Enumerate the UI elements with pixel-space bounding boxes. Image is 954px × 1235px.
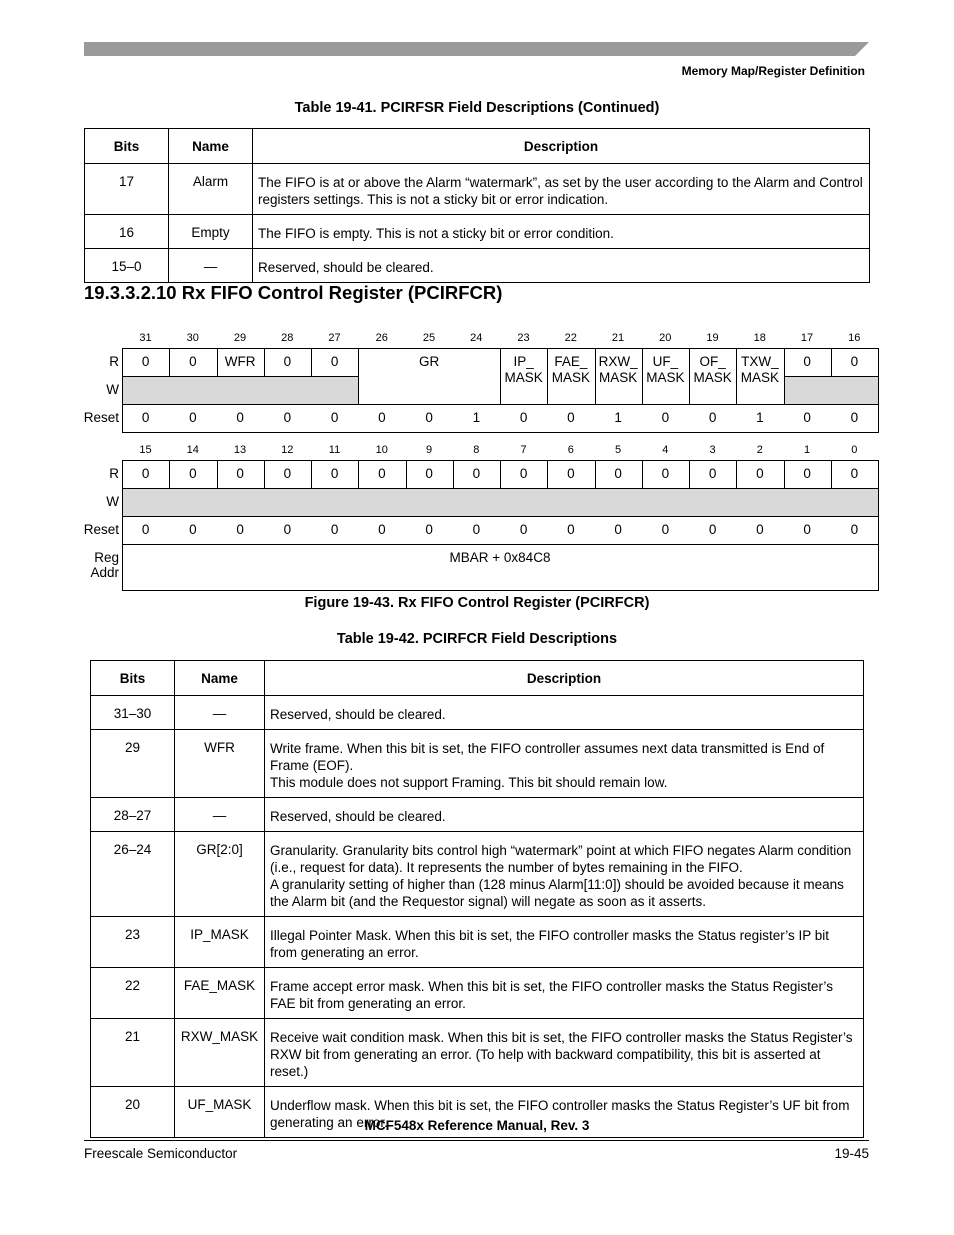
grid-line [122, 516, 879, 517]
table2-title: Table 19-42. PCIRFCR Field Descriptions [336, 631, 618, 647]
name-cell: GR[2:0] [175, 832, 265, 917]
reset-value: 0 [425, 522, 433, 537]
running-header: Memory Map/Register Definition [681, 64, 865, 78]
row-label-w: W [106, 382, 119, 397]
description-cell [265, 968, 864, 1019]
column-header: Description [265, 661, 864, 696]
grid-line [264, 376, 312, 377]
reset-value: 0 [425, 410, 433, 425]
field-label: 0 [567, 466, 575, 481]
row-label-address: Reg Addr [90, 550, 119, 580]
grid-line [689, 348, 690, 376]
bit-number: 14 [186, 444, 199, 456]
bit-number: 5 [614, 444, 622, 456]
bit-number: 22 [564, 332, 577, 344]
read-only-shade [122, 376, 169, 404]
bit-number: 8 [473, 444, 480, 456]
field-label: WFR [224, 354, 256, 369]
grid-line [689, 460, 690, 488]
row-label-r: R [109, 354, 119, 369]
bits-cell: 31–30 [91, 696, 175, 730]
bits-cell: 28–27 [91, 798, 175, 832]
table-row [91, 832, 864, 917]
description-paragraph: Frame accept error mask. When this bit is set, the FIFO controller masks the Status Register’s FAE bit from generating an error. [270, 979, 833, 1011]
field-label: 0 [614, 466, 622, 481]
bit-number: 24 [470, 332, 483, 344]
reset-value: 0 [330, 522, 339, 537]
grid-line [264, 348, 265, 376]
table-row [85, 215, 870, 249]
field-label: 0 [283, 354, 292, 369]
bit-number: 7 [520, 444, 527, 456]
description-paragraph: Illegal Pointer Mask. When this bit is set, the FIFO controller masks the Status register’s IP bit from generating an error. [270, 928, 829, 960]
field-label: 0 [330, 466, 339, 481]
reset-value: 0 [614, 522, 622, 537]
description-paragraph: Reserved, should be cleared. [258, 260, 434, 275]
name-cell: Alarm [169, 164, 253, 215]
grid-line [500, 460, 501, 488]
field-label: 0 [425, 466, 433, 481]
bits-cell: 15–0 [85, 249, 169, 283]
bit-number: 15 [139, 444, 152, 456]
name-cell: — [169, 249, 253, 283]
reset-value: 0 [519, 410, 528, 425]
field-label: 0 [236, 466, 244, 481]
description-paragraph: Granularity. Granularity bits control high “watermark” point at which FIFO negates Alarm condition (i.e., request for data). It represents the number of bytes remaining in the FIFO. [270, 843, 852, 875]
field-label: 0 [850, 354, 859, 369]
column-header: Description [253, 129, 870, 164]
description-paragraph: A granularity setting of higher than (128 minus Alarm[11:0]) should be avoided because it means the Alarm bit (and the Requestor signal) will negate as soon as it asserts. [270, 877, 844, 909]
table-row [91, 696, 864, 730]
field-label: 0 [189, 466, 197, 481]
bit-number: 1 [803, 444, 811, 456]
grid-line [169, 376, 217, 377]
read-only-shade [264, 376, 311, 404]
read-only-shade [311, 376, 358, 404]
description-paragraph: Write frame. When this bit is set, the FIFO controller assumes next data transmitted is End of Frame (EOF). [270, 741, 825, 773]
field-label: FAE_ MASK [551, 354, 590, 385]
grid-line [547, 460, 548, 488]
grid-line [736, 376, 737, 404]
name-cell: — [175, 696, 265, 730]
description-cell [265, 798, 864, 832]
field-label: 0 [803, 466, 811, 481]
footer-page-number: 19-45 [834, 1146, 869, 1161]
reset-value: 0 [472, 522, 481, 537]
bit-number: 30 [186, 332, 199, 344]
column-header: Bits [85, 129, 169, 164]
description-cell [265, 832, 864, 917]
field-label: 0 [519, 466, 528, 481]
reset-value: 0 [236, 410, 244, 425]
grid-line [311, 460, 312, 488]
bit-number: 27 [328, 332, 341, 344]
grid-line [831, 348, 832, 376]
bits-cell: 26–24 [91, 832, 175, 917]
grid-line [500, 376, 501, 404]
grid-line [784, 348, 785, 376]
table-row [85, 164, 870, 215]
grid-line [122, 376, 170, 377]
bit-number: 16 [848, 332, 861, 344]
field-label: 0 [756, 466, 764, 481]
table-row [91, 730, 864, 798]
reset-value: 0 [283, 522, 292, 537]
reset-value: 0 [661, 410, 670, 425]
reset-value: 1 [614, 410, 622, 425]
table-row [91, 917, 864, 968]
reset-value: 0 [378, 522, 386, 537]
grid-line [406, 460, 407, 488]
name-cell: RXW_MASK [175, 1019, 265, 1087]
name-cell: WFR [175, 730, 265, 798]
grid-line [122, 590, 879, 591]
grid-line [264, 460, 265, 488]
grid-line [547, 348, 548, 376]
description-paragraph: Receive wait condition mask. When this bit is set, the FIFO controller masks the Status Register’s RXW bit from generating an error. (To help with backward compatibility, this bit is asserted at reset.) [270, 1030, 853, 1079]
bit-number: 12 [281, 444, 294, 456]
reset-value: 0 [236, 522, 244, 537]
grid-line [736, 348, 737, 376]
grid-line [358, 376, 359, 404]
description-paragraph: Reserved, should be cleared. [270, 809, 446, 824]
description-cell [253, 215, 870, 249]
name-cell: IP_MASK [175, 917, 265, 968]
bit-number: 23 [517, 332, 530, 344]
field-label: 0 [141, 354, 150, 369]
bits-cell: 16 [85, 215, 169, 249]
grid-line [642, 348, 643, 376]
grid-line [784, 460, 785, 488]
grid-line [595, 348, 596, 376]
field-label: UF_ MASK [646, 354, 685, 385]
footer-manual-title: MCF548x Reference Manual, Rev. 3 [364, 1118, 590, 1133]
field-label: 0 [661, 466, 670, 481]
grid-line [595, 376, 596, 404]
column-header: Name [175, 661, 265, 696]
grid-line [122, 488, 879, 489]
read-only-shade [169, 376, 216, 404]
reset-value: 0 [567, 522, 575, 537]
reset-value: 0 [756, 522, 764, 537]
grid-line [595, 460, 596, 488]
column-header: Bits [91, 661, 175, 696]
read-only-shade [122, 488, 878, 516]
bit-number: 2 [756, 444, 763, 456]
bit-number: 28 [281, 332, 294, 344]
field-label: 0 [141, 466, 150, 481]
name-cell: UF_MASK [175, 1087, 265, 1138]
reset-value: 0 [189, 522, 197, 537]
figure-caption: Figure 19-43. Rx FIFO Control Register (PCIRFCR) [304, 595, 650, 611]
grid-line [169, 348, 170, 376]
grid-line [642, 376, 643, 404]
description-cell [265, 917, 864, 968]
field-label: 0 [330, 354, 339, 369]
row-label-r: R [109, 466, 119, 481]
reset-value: 0 [850, 410, 859, 425]
grid-line [831, 376, 879, 377]
reset-value: 1 [756, 410, 764, 425]
description-cell [265, 1019, 864, 1087]
description-cell [265, 696, 864, 730]
grid-line [122, 460, 123, 590]
table-row [85, 249, 870, 283]
reset-value: 1 [472, 410, 481, 425]
bits-cell: 17 [85, 164, 169, 215]
grid-line [831, 460, 832, 488]
grid-line [500, 348, 501, 376]
grid-line [784, 376, 785, 404]
footer-rule [84, 1140, 869, 1141]
grid-line [784, 376, 832, 377]
description-cell [265, 730, 864, 798]
field-label: 0 [472, 466, 481, 481]
bit-number: 3 [709, 444, 716, 456]
grid-line [547, 376, 548, 404]
bits-cell: 22 [91, 968, 175, 1019]
bit-number: 26 [375, 332, 388, 344]
bits-cell: 23 [91, 917, 175, 968]
bits-cell: 29 [91, 730, 175, 798]
bits-cell: 21 [91, 1019, 175, 1087]
grid-line [122, 544, 879, 545]
table1 [84, 128, 870, 283]
reset-value: 0 [708, 522, 717, 537]
reset-value: 0 [283, 410, 292, 425]
section-heading: 19.3.3.2.10 Rx FIFO Control Register (PCIRFCR) [84, 282, 503, 303]
grid-line [878, 460, 879, 590]
grid-line [217, 376, 265, 377]
read-only-shade [784, 376, 831, 404]
description-paragraph: This module does not support Framing. This bit should remain low. [270, 775, 668, 790]
read-only-shade [831, 376, 878, 404]
field-label: OF_ MASK [693, 354, 732, 385]
grid-line [642, 460, 643, 488]
reset-value: 0 [661, 522, 670, 537]
bit-number: 29 [233, 332, 247, 344]
description-cell [253, 249, 870, 283]
read-only-shade [217, 376, 264, 404]
reset-value: 0 [189, 410, 197, 425]
grid-line [122, 432, 879, 433]
reset-value: 0 [378, 410, 386, 425]
description-paragraph: The FIFO is empty. This is not a sticky bit or error condition. [258, 226, 614, 241]
field-label: 0 [189, 354, 197, 369]
bit-number: 18 [753, 332, 766, 344]
name-cell: — [175, 798, 265, 832]
table1-title: Table 19-41. PCIRFSR Field Descriptions (Continued) [294, 100, 660, 116]
bit-number: 20 [659, 332, 672, 344]
reset-value: 0 [708, 410, 717, 425]
grid-line [311, 348, 312, 376]
reset-value: 0 [141, 410, 150, 425]
field-label: 0 [283, 466, 292, 481]
name-cell: Empty [169, 215, 253, 249]
bit-number: 4 [662, 444, 669, 456]
field-label: 0 [708, 466, 717, 481]
bit-number: 21 [611, 332, 625, 344]
bit-number: 19 [706, 332, 719, 344]
grid-line [169, 460, 170, 488]
reset-value: 0 [850, 522, 859, 537]
bits-cell: 20 [91, 1087, 175, 1138]
bit-number: 10 [375, 444, 388, 456]
reset-value: 0 [803, 410, 811, 425]
field-label: GR [419, 354, 440, 369]
description-paragraph: The FIFO is at or above the Alarm “watermark”, as set by the user according to the Alarm and Control registers settings. This is not a sticky bit or error indication. [258, 175, 863, 207]
bit-number: 17 [800, 332, 814, 344]
grid-line [358, 348, 359, 376]
table-row [91, 1019, 864, 1087]
bit-number: 13 [233, 444, 247, 456]
grid-line [311, 376, 359, 377]
header-bar [84, 42, 869, 56]
name-cell: FAE_MASK [175, 968, 265, 1019]
bit-number: 31 [139, 332, 152, 344]
field-label: 0 [850, 466, 859, 481]
bit-number: 9 [425, 444, 433, 456]
description-cell [253, 164, 870, 215]
description-paragraph: Underflow mask. When this bit is set, the FIFO controller masks the Status Register’s UF bit from generating an error. [270, 1098, 850, 1130]
field-label: 0 [803, 354, 811, 369]
row-label-reset: Reset [83, 410, 119, 425]
bit-number: 0 [851, 444, 858, 456]
field-label: IP_ MASK [504, 354, 543, 385]
grid-line [217, 460, 218, 488]
footer-company: Freescale Semiconductor [84, 1146, 238, 1161]
grid-line [453, 460, 454, 488]
grid-line [878, 348, 879, 432]
register-address: MBAR + 0x84C8 [449, 550, 551, 565]
reset-value: 0 [519, 522, 528, 537]
grid-line [689, 376, 690, 404]
table-row [91, 968, 864, 1019]
grid-line [122, 404, 879, 405]
bit-number: 11 [328, 444, 341, 456]
grid-line [736, 460, 737, 488]
reset-value: 0 [567, 410, 575, 425]
row-label-w: W [106, 494, 119, 509]
field-label: TXW_ MASK [740, 354, 779, 385]
bit-number: 6 [567, 444, 574, 456]
reset-value: 0 [330, 410, 339, 425]
field-label: RXW_ MASK [598, 354, 638, 385]
row-label-reset: Reset [83, 522, 119, 537]
grid-line [358, 460, 359, 488]
grid-line [217, 348, 218, 376]
bit-number: 25 [422, 332, 436, 344]
field-label: 0 [378, 466, 386, 481]
table2 [90, 660, 864, 1138]
reset-value: 0 [141, 522, 150, 537]
reset-value: 0 [803, 522, 811, 537]
column-header: Name [169, 129, 253, 164]
description-paragraph: Reserved, should be cleared. [270, 707, 446, 722]
table-row [91, 798, 864, 832]
